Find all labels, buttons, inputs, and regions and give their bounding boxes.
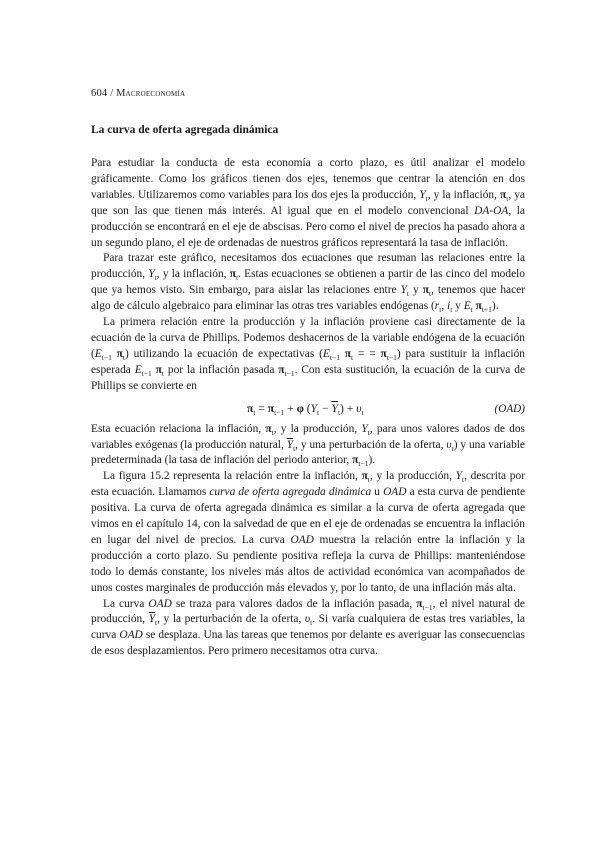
text: , y una perturbación de la oferta, [295,438,447,451]
text: ) para sustituir la inflación esperada [91,347,525,376]
var-pi: π [380,347,387,360]
var-E: E [463,300,471,313]
var-pi: π [265,422,272,435]
subscript: t [450,305,453,315]
curve-name: OAD [290,533,314,546]
var-Y: Y [419,188,426,201]
text: . Con esta sustitución, la ecuación de la curva de Phillips se convierte en [91,363,525,392]
var-E: E [134,363,142,376]
book-page [91,88,525,660]
curve-name: OAD [148,597,172,610]
paragraph-2 [91,251,525,315]
text: , y la inflación, [156,268,230,281]
var-pi: π [278,363,285,376]
text: muestra la relación entre la inflación y la producción a corto plazo. Su pendiente positiva refleja la curva de Phillips: manteniéndose todo lo demás constante, los niveles más altos de actividad económica van acompañados de unos costes marginales de producción más elevados y, por lo tanto, de una inflación más alta. [91,533,525,594]
text: . Si varía cualquiera de estas tres variables, la curva [91,613,525,642]
subscript: t [351,352,354,362]
subscript: t [155,618,158,628]
subscript: t−1 [386,352,397,362]
running-title: Macroeconomía [116,88,186,99]
var-Y: Y [361,422,368,435]
equation-formula [247,398,364,420]
subscript: t [462,475,465,485]
var-Ybar: $\overline{Y}$ [286,438,294,451]
text: = = [353,347,381,360]
equation-label: (OAD) [494,402,525,415]
text: Para estudiar la conducta de esta economía a corto plazo, es útil analizar el modelo gráficamente. Como los gráficos tienen dos ejes, tenemos que centrar la atención en dos variables. Utilizaremos como variables para los dos ejes la producción, [91,157,525,201]
text: se desplaza. Una las tareas que tenemos por delante es averiguar las consecuencias de esos desplazamientos. Pero primero necesitamos otra curva. [91,629,525,658]
subscript: t [425,193,428,203]
operator: − [319,401,332,415]
defined-term: curva de oferta agregada dinámica [209,486,372,499]
operator: = [255,401,268,415]
text: , para unos valores dados de dos variables exógenas (la producción natural, [91,422,525,451]
text: , la producción se encontrará en el eje de abscisas. Pero como el nivel de precios ha pasado ahora a un segundo plano, el eje de ordenadas de nuestros gráficos representará la tasa de inflación. [91,204,525,249]
text: , y la producción, [369,470,456,483]
text: ) y una variable predeterminada (la tasa de inflación del periodo anterior, [91,438,525,467]
subscript: t [154,273,157,283]
subscript: t [439,305,442,315]
text: y [452,300,464,313]
var-pi: π [500,188,507,201]
subscript: t−1 [358,459,369,469]
subscript: t−1 [274,407,285,417]
var-Y: Y [148,268,155,281]
var-pi: π [339,347,352,360]
var-E: E [322,347,330,360]
header-separator: / [110,88,114,99]
text: , [441,300,448,313]
subscript: t [406,289,410,299]
curve-name: OAD [119,629,143,642]
subscript: t−1 [284,368,295,378]
var-phi: φ [296,401,304,415]
subscript: t [161,368,164,378]
subscript: t+1 [481,305,492,315]
subscript: t [367,475,370,485]
text: La figura 15.2 representa la relación entre la inflación, [103,470,362,483]
subscript: t [122,352,126,362]
paragraph-6 [91,597,525,661]
text: se traza para valores dados de la inflación pasada, [171,597,417,610]
subscript: t−1 [422,602,433,612]
text: Para trazar este gráfico, necesitamos dos ecuaciones que resuman las relaciones entre la producción, [91,252,525,281]
body-text [91,156,525,660]
var-pi: π [422,284,429,297]
subscript: t−1 [141,368,152,378]
subscript: t [310,618,313,628]
text: , descrita por esta ecuación. Llamamos [91,470,525,499]
subscript: t [428,289,432,299]
operator: + [343,401,357,415]
operator: + [284,401,297,415]
text: , ya que son las que tienen más interés. Al igual que en el modelo convencional [91,188,525,217]
subscript: t [451,443,454,453]
paragraph-3 [91,315,525,395]
subscript: t [337,407,341,417]
subscript: t [506,193,509,203]
var-Y: Y [455,470,463,483]
var-v: υ [304,613,311,626]
text: Esta ecuación relaciona la inflación, [91,422,266,435]
var-pi: π [229,268,236,281]
subscript: t [317,407,320,417]
running-header [91,88,525,102]
text: . Estas ecuaciones se obtienen a partir de las cinco del modelo que ya hemos visto. Sin embargo, para aislar las relaciones entre [91,268,525,297]
var-pi: π [111,347,123,360]
page-number: 604 [91,88,108,99]
text: , y la inflación, [427,188,500,201]
subscript: t [293,443,296,453]
text: , y la producción, [273,422,362,435]
subscript: t [361,407,364,417]
var-v: υ [446,438,452,451]
subscript: t−1 [329,352,340,362]
var-pi: π [151,363,162,376]
subscript: t [271,427,274,437]
subscript: t−1 [101,352,112,362]
text: ) utilizando la ecuación de expectativas ( [125,347,323,360]
var-i: i [447,300,451,313]
text: , tenemos que hacer algo de cálculo algebraico para eliminar las otras tres variables endógenas ( [91,284,526,313]
var-Y: Y [400,284,407,297]
var-pi: π [247,401,254,415]
var-v: υ [356,401,362,415]
text: u [371,486,384,499]
text: por la inflación pasada [164,363,279,376]
subscript: t [470,305,473,315]
var-r: r [434,300,440,313]
text: ). [368,454,376,467]
paragraph-1 [91,156,525,251]
var-pi: π [267,401,275,415]
subscript: t [367,427,370,437]
var-Y: Y [310,401,318,415]
text: y [409,284,423,297]
equation-oad [91,398,525,420]
text: La primera relación entre la producción y la inflación proviene casi directamente de la ecuación de la curva de Phillips. Podemos deshacernos de la variable endógena de la ecuación ( [91,316,525,360]
text: , el nivel natural de producción, [91,597,525,626]
paragraph-5 [91,469,525,596]
curve-name: OAD [383,486,407,499]
var-Ybar: $\overline{Y}$ [148,613,156,626]
text: ). [491,300,499,313]
section-title: La curva de oferta agregada dinámica [91,124,279,136]
var-pi: π [352,454,359,467]
var-E: E [94,347,102,360]
text: , y la perturbación de la oferta, [157,613,305,626]
text: a esta curva de pendiente positiva. La curva de oferta agregada dinámica es similar a la curva de oferta agregada que vimos en el capítulo 14, con la salvedad de que en el eje de ordenadas se encuentra la inflación en lugar del nivel de precios. La curva [91,486,525,546]
var-Ybar: $\overline{Y}$ [331,401,338,415]
var-pi: π [472,300,482,313]
model-name: DA-OA [474,204,509,217]
paragraph-4 [91,422,525,470]
paren: ( [303,401,311,415]
subscript: t [253,407,256,417]
var-pi: π [361,470,368,483]
paren: ) [340,401,344,415]
var-pi: π [416,597,423,610]
text: La curva [103,597,149,610]
subscript: t [236,273,239,283]
